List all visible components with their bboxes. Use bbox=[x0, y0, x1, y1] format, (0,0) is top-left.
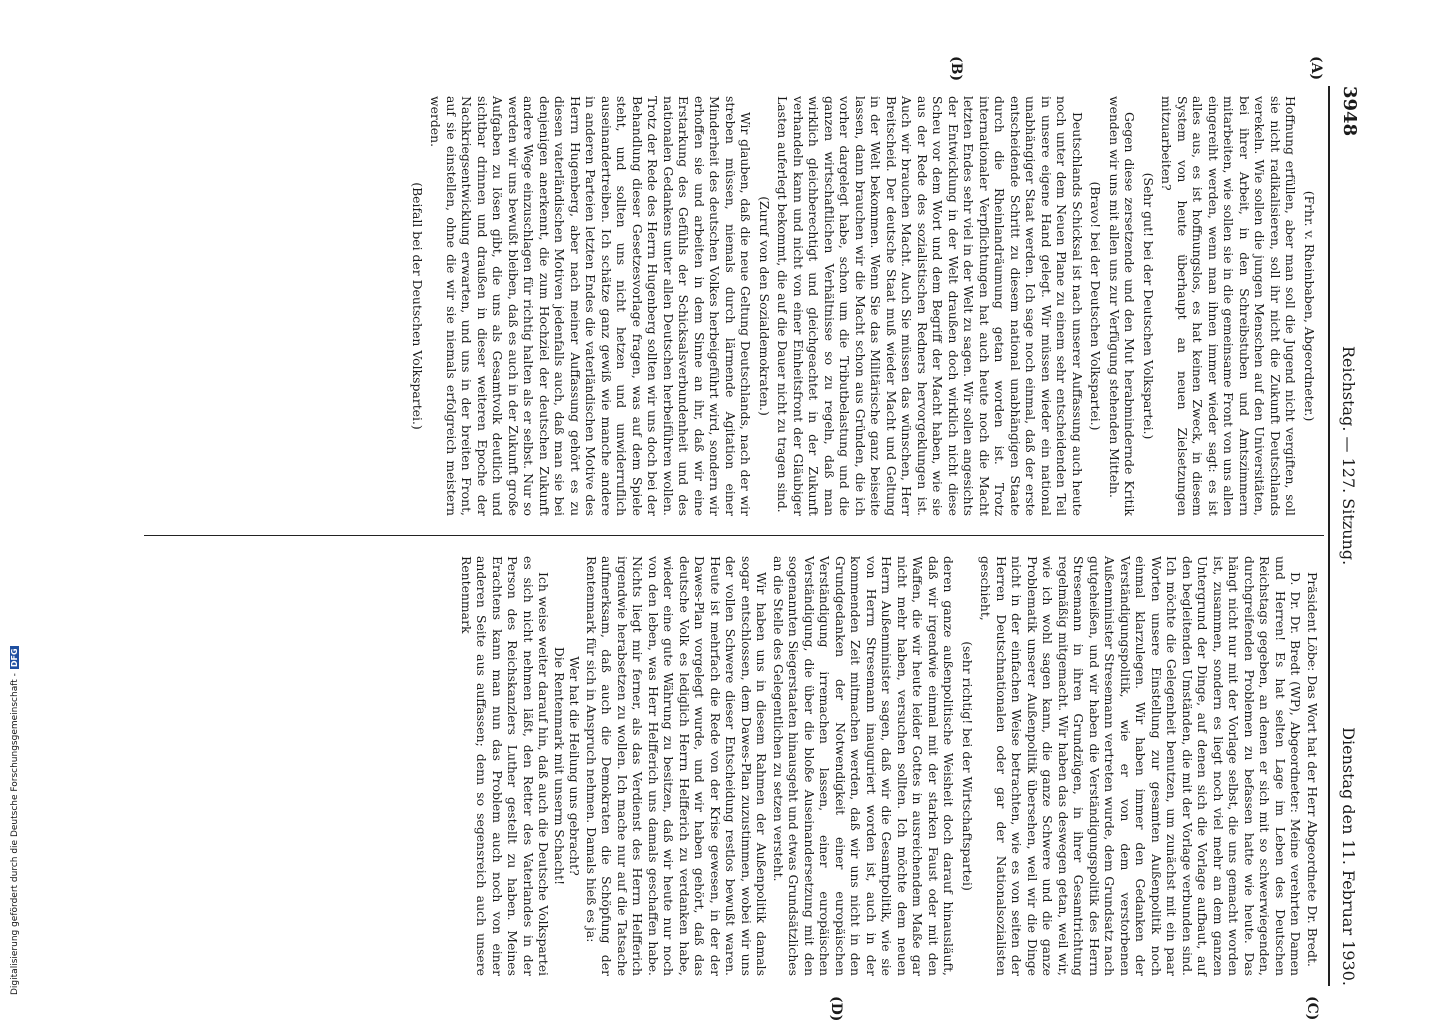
paragraph: Wir haben uns in diesem Rahmen der Außenpolitik damals sogar entschlossen, dem Dawes-Plan zuzustimmen, wobei wir uns der vollen Schwere dieser Entscheidung restlos bewußt waren. Heute ist mehrfach die Rede von der Krise gewesen, in der der Dawes-Plan vorgelegt wurde, und wir haben gehört, daß das deutsche Volk es lediglich Herrn Helfferich zu verdanken habe, wieder eine gute Währung zu besitzen, daß wir heute nur noch von den leben, was Herr Helfferich uns damals geschaffen habe. Nichts liegt mir ferner, als das Verdienst des Herrn Helfferich irgendwie herabsetzen zu wollen. Ich mache nur auf die Tatsache aufmerksam, daß auch die Demokraten die Schöpfung der Rentenmark für sich in Anspruch nehmen. Damals hieß es ja: bbox=[584, 556, 770, 976]
page-header bbox=[1334, 86, 1364, 986]
speaker-line: (Frhr. v. Rheinbaben, Abgeordneter.) bbox=[1302, 190, 1317, 422]
right-column bbox=[458, 556, 1321, 976]
paragraph: deren ganze außenpolitische Weisheit doch darauf hinausläuft, daß wir irgendwie einmal mit der starken Faust oder mit den Waffen, die wir heute leider Gottes in ausreichendem Maße gar nicht mehr haben, versuchen sollten. Ich möchte dem neuen Herrn Außenminister sagen, daß wir die Gesamtpolitik, wie sie von Herrn Stresemann inauguriert worden ist, auch in der kommenden Zeit mitmachen werden, daß wir uns nicht in den Grundgedanken der Notwendigkeit einer europäischen Verständigung irremachen lassen, einer europäischen Verständigung, die über die bloße Auseinandersetzung mit den sogenannten Siegerstaaten hinausgeht und etwas Grundsätzliches an die Stelle des Gelegentlichen zu setzen versteht. bbox=[771, 556, 957, 976]
interjection: (Sehr gut! bei der Deutschen Volkspartei.) bbox=[1141, 172, 1156, 440]
session-date: Dienstag den 11. Februar 1930. bbox=[1339, 727, 1358, 986]
header-rule bbox=[1328, 86, 1330, 986]
interjection: (Bravo! bei der Deutschen Volkspartei.) bbox=[1088, 181, 1104, 431]
paragraph: Präsident Löbe: Das Wort hat der Herr Abgeordnete Dr. Bredt. bbox=[1305, 572, 1320, 967]
paragraph: Gegen diese zersetzende und den Mut herabmindernde Kritik wenden wir uns mit allen uns zur Verfügung stehenden Mitteln. bbox=[1107, 96, 1138, 516]
credit-text: Digitalisierung gefördert durch die Deutsche Forschungsgemeinschaft - bbox=[10, 673, 20, 995]
margin-mark-a: (A) bbox=[1308, 56, 1324, 81]
margin-mark-d: (D) bbox=[828, 996, 844, 1021]
running-title: Reichstag. — 127. Sitzung. bbox=[1339, 346, 1358, 566]
verse-line: Die Rentenmark mit unserm Schacht! bbox=[552, 646, 567, 886]
paragraph: Wir glauben, daß die neue Geltung Deutschlands, nach der wir streben müssen, niemals durch lärmende Agitation einer Minderheit des deutschen Volkes herbeigeführt wird, sondern wir erhoffen sie und arbeiten in dem Sinne an ihr, daß wir eine Erstarkung des Gefühls der Schicksalsverbundenheit und des nationalen Gedankens unter allen Deutschen herbeiführen wollen. Trotz der Rede des Herrn Hugenberg sollten wir uns doch bei der Behandlung dieser Gesetzesvorlage fragen, was auf dem Spiele steht, und sollten uns nicht hetzen und unwiderruflich auseinandertreiben. Ich schätze ganz gewiß wie manche andere in anderen Parteien letzten Endes die vaterländischen Motive des Herrn Hugenberg, aber nach meiner Auffassung gehört es zu diesen vaterländischen Motiven jedenfalls auch, daß man sie bei denjenigen anerkennt, die zum Hochziel der deutschen Zukunft andere Wege einzuschlagen für richtig halten als er selbst. Nur so werden wir uns bewußt bleiben, daß es auch in der Zukunft große Aufgaben zu lösen gibt, die uns als Gesamtvolk deutlich und sichtbar drinnen und draußen in dieser weiteren Epoche der Nachkriegsentwicklung erwarten, und uns in der breiten Front, auf sie einstellen, ohne die wir sie niemals erfolgreich meistern werden. bbox=[428, 96, 754, 516]
paragraph: Hoffnung erfüllen, aber man soll die Jugend nicht vergiften, soll sie nicht radikalisieren, soll ihr nicht die Zukunft Deutschlands verekeln. Wie sollen die jungen Menschen auf den Universitäten, bei ihrer Arbeit, in den Schreibstuben und Amtszimmern mitarbeiten, wie sollen sie in die gemeinsame Front von uns allen eingereiht werden, wenn man ihnen immer wieder sagt: es ist alles aus, es ist hoffnungslos, es hat keinen Zweck, in diesem System von heute überhaupt an neuen Zielsetzungen mitzuarbeiten? bbox=[1159, 96, 1299, 516]
paragraph: Ich weise weiter darauf hin, daß auch die Deutsche Volkspartei es sich nicht nehmen läßt, den Retter des Vaterlandes in der Person des Reichskanzlers Luther gestellt zu haben. Meines Erachtens kann man nun das Problem auch noch von einer anderen Seite aus auffassen; denn so segensreich auch unsere Rentenmark bbox=[459, 556, 552, 976]
column-divider bbox=[144, 535, 1324, 536]
paragraph: Deutschlands Schicksal ist nach unserer Auffassung auch heute noch unter dem Neuen Plane zu einem sehr entscheidenden Teil in unsere eigene Hand gelegt. Wir müssen wieder ein national unabhängiger Staat werden. Ich sage noch einmal, daß der erste entscheidende Schritt zu diesem national unabhängigen Staate durch die Rheinlandräumung getan worden ist. Trotz internationaler Verpflichtungen hat auch heute noch die Macht letzten Endes sehr viel in der Welt zu sagen. Wir sollen angesichts der Entwicklung in der Welt draußen doch wirklich nicht diese Scheu vor dem Wort und dem Begriff der Macht haben, wie sie aus der Rede des sozialistischen Redners hervorgeklungen ist. Auch wir brauchen Macht. Auch Sie müssen das wünschen, Herr Breitscheid. Der deutsche Staat muß wieder Macht und Geltung in der Welt bekommen. Wenn Sie das Militärische ganz beiseite lassen, dann brauchen wir die Macht schon aus Gründen, die ich vorher dargelegt habe, schon um die Tributbelastung und die ganzen wirtschaftlichen Verhältnisse so zu regeln, daß man wirklich gleichberechtigt und gleichgeachtet in der Zukunft verhandeln kann und nicht von einer Einheitsfront der Gläubiger Lasten auferlegt bekommt, die auf die Dauer nicht zu tragen sind. bbox=[775, 96, 1085, 516]
margin-mark-b: (B) bbox=[948, 56, 964, 82]
interjection: (sehr richtig! bei der Wirtschaftspartei) bbox=[960, 641, 975, 891]
digitization-credit bbox=[10, 646, 20, 995]
left-column bbox=[407, 96, 1321, 516]
dfg-logo: DFG bbox=[10, 648, 19, 668]
scanned-page bbox=[124, 56, 1364, 1021]
verse-line: Wer hat die Heilung uns gebracht? bbox=[567, 656, 583, 876]
paragraph: D. Dr. Dr. Bredt (WP), Abgeordneter: Meine verehrten Damen und Herren! Es hat selten Lage im Leben des Deutschen Reichstags gegeben, an denen er sich mit so schwerwiegenden, durchgreifenden Problemen zu befassen hatte wie heute. Das hängt nicht nur mit der Vorlage selbst, die uns gemacht worden ist, zusammen, sondern es liegt noch viel mehr an dem ganzen Untergrund der Dinge, auf denen sich die Vorlage aufbaut, auf den begleitenden Umständen, die mit der Vorlage verbunden sind. Ich möchte die Gelegenheit benutzen, um zunächst mit ein paar Worten unsere Einstellung zur gesamten Außenpolitik noch einmal klarzulegen. Wir haben immer den Gedanken der Verständigungspolitik, wie er von dem verstorbenen Außenminister Stresemann vertreten wurde, dem Grundsatz nach gutgeheißen, und wir haben die Verständigungspolitik des Herrn Stresemann in ihren Grundzügen, in ihrer Gesamtrichtung regelmäßig mitgemacht. Wir haben das deswegen getan, weil wir, wie ich wohl sagen kann, die ganze Schwere und die ganze Problematik unserer Außenpolitik übersehen, weil wir die Dinge nicht in der einfachen Weise betrachten, wie es von seiten der Herren Deutschnationalen oder gar der Nationalsozialisten geschieht, bbox=[978, 556, 1304, 976]
interjection: (Beifall bei der Deutschen Volkspartei.) bbox=[410, 182, 425, 430]
page-number: 3948 bbox=[1339, 86, 1360, 137]
margin-mark-c: (C) bbox=[1304, 996, 1320, 1021]
interjection: (Zuruf von den Sozialdemokraten.) bbox=[757, 196, 772, 416]
